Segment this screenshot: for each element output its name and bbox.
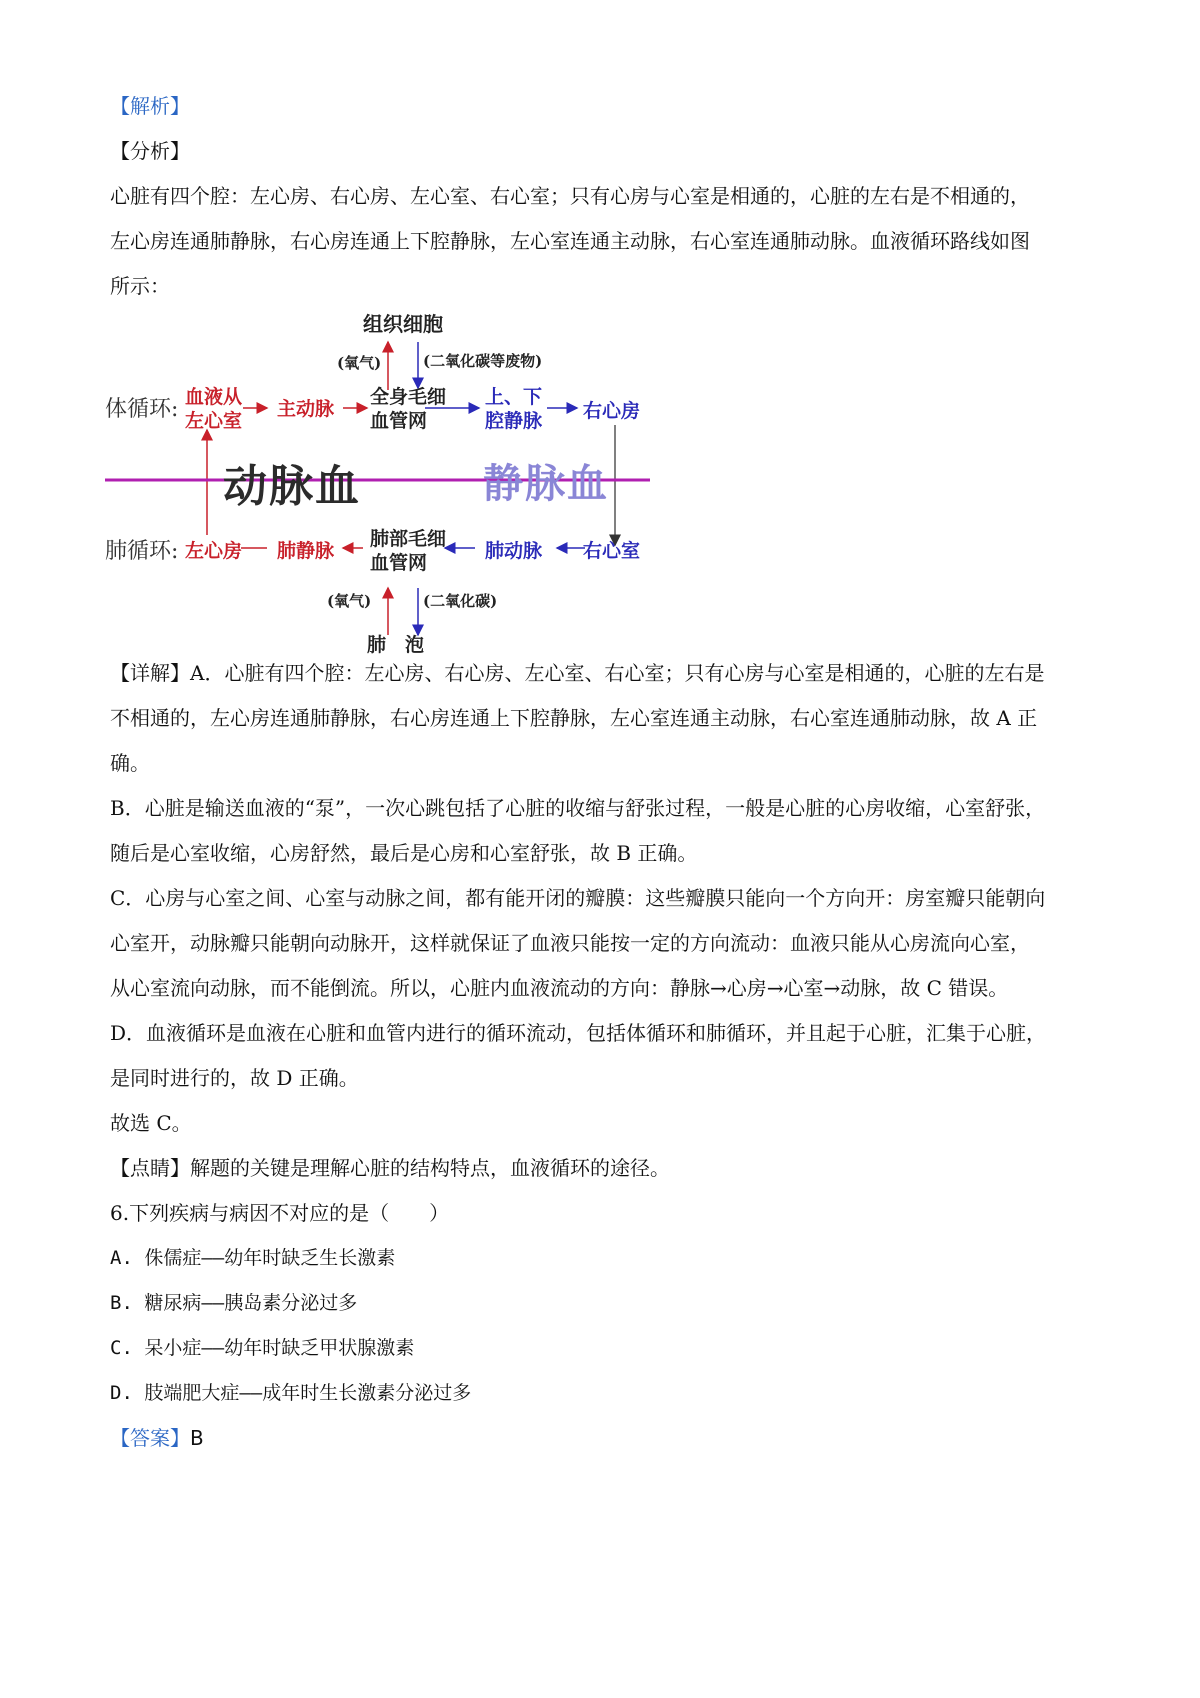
- detail-line-9: D．血液循环是血液在心脏和血管内进行的循环流动，包括体循环和肺循环，并且起于心脏，汇集于心脏，: [110, 1021, 1047, 1045]
- label-pulmonary-vein: 肺静脉: [277, 540, 335, 562]
- option-d: D. 肢端肥大症——成年时生长激素分泌过多: [110, 1382, 472, 1404]
- label-vena-cava-1: 上、下: [485, 386, 543, 408]
- analysis-line-2: 左心房连通肺静脉，右心房连通上下腔静脉，左心室连通主动脉，右心室连通肺动脉。血液循环路线如图: [110, 229, 1030, 253]
- dianjing-line: 【点睛】解题的关键是理解心脏的结构特点，血液循环的途径。: [110, 1156, 670, 1180]
- label-vena-cava-2: 腔静脉: [485, 410, 543, 432]
- label-co2-waste: (二氧化碳等废物): [423, 352, 543, 370]
- label-oxygen-bottom: (氧气): [327, 592, 372, 610]
- label-aorta: 主动脉: [277, 398, 335, 420]
- label-systemic: 体循环:: [105, 397, 179, 422]
- answer-line: [110, 1424, 1100, 1452]
- detail-line-8: 从心室流向动脉，而不能倒流。所以，心脏内血液流动的方向：静脉→心房→心室→动脉，故 C 错误。: [110, 976, 1009, 1000]
- analysis-line-3: 所示：: [110, 274, 170, 298]
- label-co2-bottom: (二氧化碳): [423, 592, 498, 610]
- label-pulmonary-artery: 肺动脉: [485, 540, 543, 562]
- option-c: C. 呆小症——幼年时缺乏甲状腺激素: [110, 1337, 415, 1359]
- jiexi-heading: 【解析】: [110, 94, 190, 118]
- label-tissue-cells: 组织细胞: [363, 312, 443, 336]
- label-blood-from-2: 左心室: [185, 410, 243, 432]
- detail-line-3: 确。: [110, 751, 150, 775]
- option-b: B. 糖尿病——胰岛素分泌过多: [110, 1292, 358, 1314]
- answer-label: 【答案】: [110, 1426, 190, 1450]
- label-alveoli-1: 肺: [367, 634, 387, 656]
- label-body-cap-1: 全身毛细: [370, 386, 447, 408]
- question-stem: 6.下列疾病与病因不对应的是（ ）: [110, 1201, 450, 1225]
- label-lung-cap-1: 肺部毛细: [370, 528, 447, 550]
- label-left-atrium: 左心房: [185, 540, 243, 562]
- label-right-atrium: 右心房: [583, 400, 641, 422]
- label-right-ventricle: 右心室: [583, 540, 641, 562]
- detail-line-7: 心室开，动脉瓣只能朝向动脉开，这样就保证了血液只能按一定的方向流动：血液只能从心房流向心室，: [110, 931, 1030, 955]
- label-oxygen-top: (氧气): [337, 354, 382, 372]
- answer-value: B: [190, 1426, 204, 1450]
- label-body-cap-2: 血管网: [370, 410, 428, 432]
- label-alveoli-2: 泡: [405, 634, 425, 656]
- detail-line-11: 故选 C。: [110, 1111, 192, 1135]
- analysis-line-1: 心脏有四个腔：左心房、右心房、左心室、右心室；只有心房与心室是相通的，心脏的左右是不相通的，: [110, 184, 1030, 208]
- label-lung-cap-2: 血管网: [370, 552, 428, 574]
- detail-line-6: C．心房与心室之间、心室与动脉之间，都有能开闭的瓣膜：这些瓣膜只能向一个方向开：房室瓣只能朝向: [110, 886, 1046, 910]
- detail-line-4: B．心脏是输送血液的“泵”，一次心跳包括了心脏的收缩与舒张过程，一般是心脏的心房收缩，心室舒张，: [110, 796, 1046, 820]
- fenxi-heading: 【分析】: [110, 139, 190, 163]
- detail-line-2: 不相通的，左心房连通肺静脉，右心房连通上下腔静脉，左心室连通主动脉，右心室连通肺动脉，故 A 正: [110, 706, 1038, 730]
- detail-line-5: 随后是心室收缩，心房舒然，最后是心房和心室舒张，故 B 正确。: [110, 841, 698, 865]
- label-pulmonary: 肺循环:: [105, 539, 179, 564]
- label-venous-blood: 静脉血: [483, 460, 609, 507]
- detail-line-1: 【详解】A．心脏有四个腔：左心房、右心房、左心室、右心室；只有心房与心室是相通的，心脏的左右是: [110, 661, 1045, 685]
- label-blood-from-1: 血液从: [185, 386, 243, 408]
- option-a: A. 侏儒症——幼年时缺乏生长激素: [110, 1247, 396, 1269]
- blood-circulation-diagram: [105, 312, 715, 715]
- label-arterial-blood: 动脉血: [223, 461, 361, 512]
- detail-line-10: 是同时进行的，故 D 正确。: [110, 1066, 359, 1090]
